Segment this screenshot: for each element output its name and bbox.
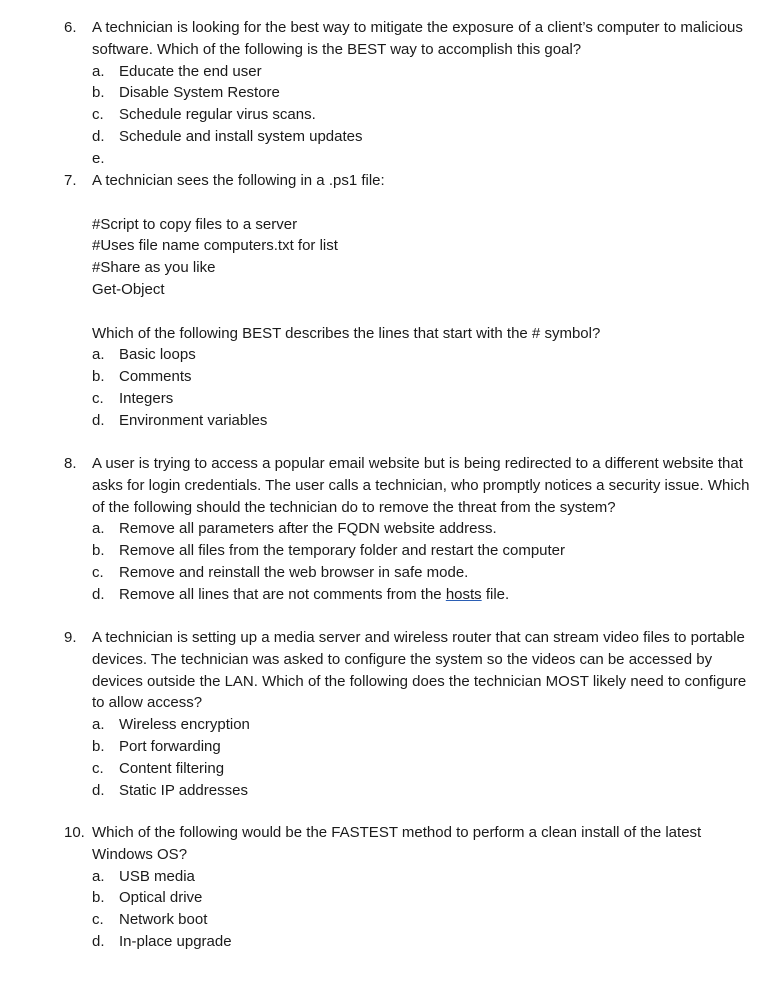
option-text: Environment variables [119,411,268,429]
option-letter: c. [92,563,104,581]
option-letter: b. [92,542,105,560]
option-d [64,584,754,606]
option-c [64,388,754,410]
option-letter: b. [92,889,105,907]
question-number: 6. [64,19,77,36]
option-c [64,104,754,126]
option-text: Remove all parameters after the FQDN website address. [119,520,497,538]
option-a [64,344,754,366]
option-e [64,148,754,170]
question-7 [64,170,754,432]
option-letter: d. [92,932,105,950]
question-number: 9. [64,629,77,646]
option-letter: a. [92,62,105,80]
option-letter: a. [92,520,105,538]
option-letter: c. [92,759,104,777]
option-d [64,931,754,953]
option-text: Schedule regular virus scans. [119,106,316,124]
option-text: Educate the end user [119,62,262,80]
option-letter: e. [92,149,105,167]
option-d [64,780,754,802]
spacer [64,192,754,214]
option-letter: b. [92,84,105,102]
code-line: Get-Object [92,280,165,298]
option-letter: b. [92,368,105,386]
option-letter: b. [92,737,105,755]
option-text [119,148,754,170]
option-letter: d. [92,411,105,429]
option-letter: d. [92,127,105,145]
question-text: A user is trying to access a popular email website but is being redirected to a different website that asks for login credentials. The user calls a technician, who promptly notices a security issue. Which of the following should the technician do to remove the threat from the system? [92,455,750,516]
question-text: A technician is looking for the best way to mitigate the exposure of a client’s computer to malicious software. Which of the following is the BEST way to accomplish this goal? [92,19,743,58]
option-a [64,714,754,736]
question-number: 7. [64,172,77,189]
option-text: Port forwarding [119,737,221,755]
option-a [64,518,754,540]
option-letter: d. [92,781,105,799]
option-text: Remove and reinstall the web browser in safe mode. [119,563,469,581]
option-text-end: file. [481,585,510,603]
option-a [64,61,754,83]
spacer [64,301,754,323]
question-text: A technician is setting up a media server and wireless router that can stream video files to portable devices. The technician was asked to configure the system so the videos can be accessed by devices outside the LAN. Which of the following does the technician MOST likely need to configure to allow access? [92,629,747,712]
code-line: #Share as you like [92,259,216,277]
option-d [64,126,754,148]
option-text: Wireless encryption [119,716,250,734]
option-letter: a. [92,867,105,885]
option-b [64,736,754,758]
option-text: Optical drive [119,889,203,907]
option-text: Remove all files from the temporary folder and restart the computer [119,542,566,560]
code-line: #Uses file name computers.txt for list [92,237,338,255]
code-line: #Script to copy files to a server [92,215,298,233]
option-a [64,866,754,888]
option-letter: c. [92,106,104,124]
question-number: 10. [64,824,85,841]
option-d [64,410,754,432]
option-text [119,584,754,606]
option-letter: c. [92,389,104,407]
option-b [64,82,754,104]
question-header [64,822,754,866]
option-text-start: Remove all lines that are not comments from the [119,585,446,603]
question-header [64,17,754,61]
option-b [64,366,754,388]
question-followup: Which of the following BEST describes the lines that start with the # symbol? [92,324,601,342]
option-c [64,758,754,780]
option-b [64,887,754,909]
question-header [64,453,754,518]
question-8 [64,453,754,606]
question-number: 8. [64,455,77,472]
option-c [64,562,754,584]
option-c [64,909,754,931]
question-6 [64,17,754,170]
question-text: A technician sees the following in a .ps1 file: [92,172,385,189]
option-text: Static IP addresses [119,781,248,799]
option-text: USB media [119,867,195,885]
option-letter: a. [92,716,105,734]
option-letter: d. [92,585,105,603]
option-text: Disable System Restore [119,84,280,102]
option-text: Schedule and install system updates [119,127,363,145]
question-text: Which of the following would be the FASTEST method to perform a clean install of the latest Windows OS? [92,824,702,863]
question-10 [64,822,754,953]
question-9 [64,627,754,801]
option-letter: c. [92,911,104,929]
option-text: In-place upgrade [119,932,232,950]
option-text: Integers [119,389,174,407]
question-header [64,170,754,192]
option-text: Basic loops [119,346,196,364]
option-letter: a. [92,346,105,364]
question-header [64,627,754,714]
hosts-link[interactable]: hosts [445,585,482,603]
option-text: Content filtering [119,759,225,777]
option-b [64,540,754,562]
option-text: Network boot [119,911,208,929]
option-text: Comments [119,368,192,386]
